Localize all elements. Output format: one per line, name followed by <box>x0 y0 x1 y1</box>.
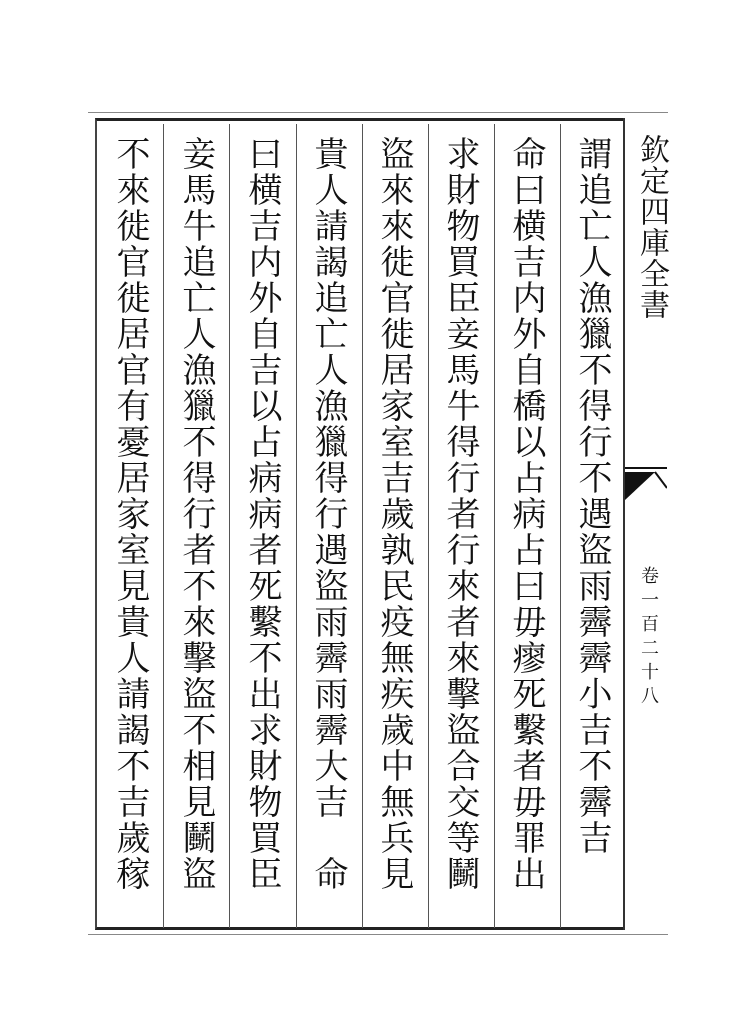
text-column-4 <box>366 122 422 928</box>
text-column-3 <box>432 122 488 928</box>
book-title: 欽定四庫全書 <box>634 134 669 320</box>
text-column-1 <box>564 122 620 928</box>
column-rule <box>229 124 230 928</box>
text-column-8 <box>102 122 158 928</box>
fish-tail-mark-icon <box>625 466 667 506</box>
page-margin <box>623 118 667 930</box>
text-column-2 <box>498 122 554 928</box>
column-text: 貴人請謁追亡人漁獵得行遇盜雨霽雨霽大吉 命 <box>308 136 348 892</box>
column-text: 謂追亡人漁獵不得行不遇盜雨霽霽小吉不霽吉 <box>572 136 612 856</box>
column-rule <box>296 124 297 928</box>
column-text: 曰横吉内外自吉以占病病者死繫不出求財物買臣 <box>242 136 282 892</box>
column-text: 不來徙官徙居官有憂居家室見貴人請謁不吉歲稼 <box>110 136 150 892</box>
column-text: 妾馬牛追亡人漁獵不得行者不來擊盜不相見鬭盜 <box>176 136 216 892</box>
text-column-6 <box>234 122 290 928</box>
top-border-line <box>88 112 668 113</box>
text-column-5 <box>300 122 356 928</box>
column-text: 盜來來徙官徙居家室吉歲孰民疫無疾歲中無兵見 <box>374 136 414 892</box>
column-text: 求財物買臣妾馬牛得行者行來者來擊盜合交等鬭 <box>440 136 480 892</box>
column-rule <box>494 124 495 928</box>
volume-label: 卷一百二十八 <box>638 566 659 710</box>
text-column-7 <box>168 122 224 928</box>
column-rule <box>428 124 429 928</box>
bottom-border-line <box>88 934 668 935</box>
column-rule <box>362 124 363 928</box>
column-rule <box>163 124 164 928</box>
column-rule <box>560 124 561 928</box>
column-text: 命曰横吉内外自橋以占病占曰毋瘳死繫者毋罪出 <box>506 136 546 892</box>
